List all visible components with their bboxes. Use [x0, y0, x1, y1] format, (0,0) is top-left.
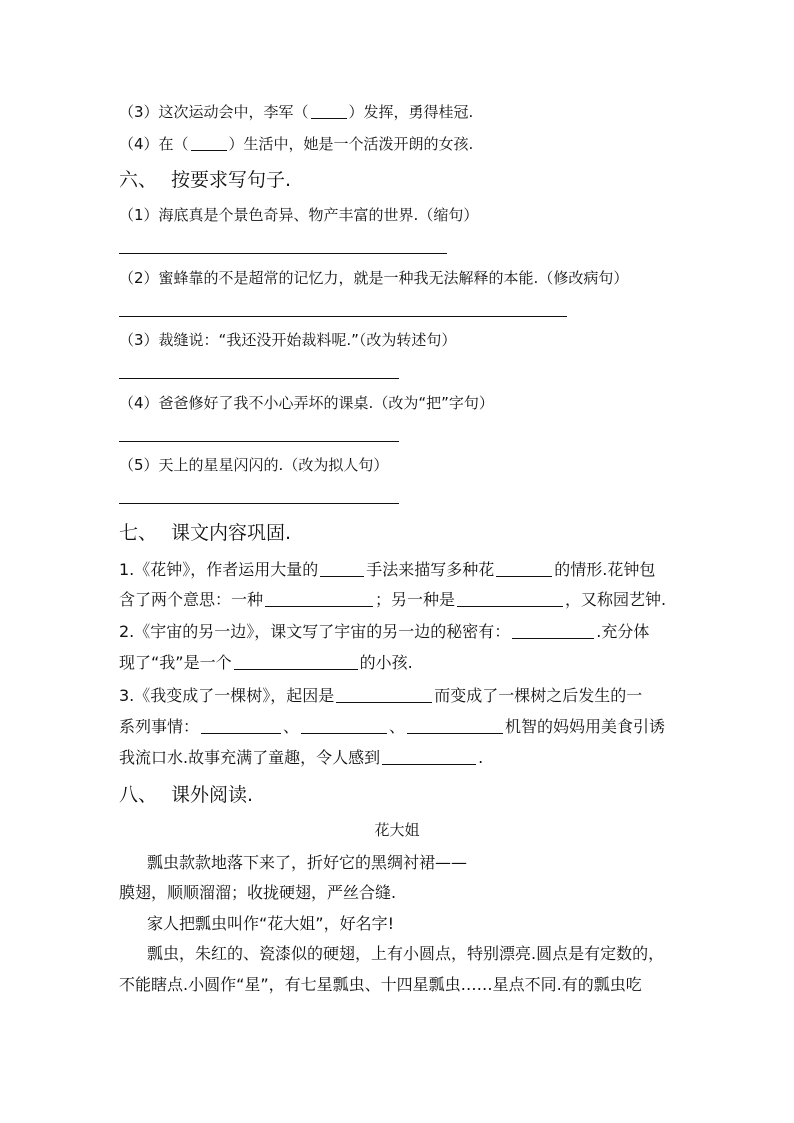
- answer-line[interactable]: [119, 316, 567, 317]
- fill-blank[interactable]: [336, 701, 432, 703]
- review-q2-line1: 2.《宇宙的另一边》，课文写了宇宙的另一边的秘密有： .充分体: [119, 622, 650, 641]
- passage-title: 花大姐: [374, 821, 420, 839]
- passage-line: 瓢虫，朱红的、瓷漆似的硬翅，上有小圆点，特别漂亮.圆点是有定数的，: [147, 944, 665, 963]
- rewrite-item-3: （3）裁缝说：“我还没开始裁料呢.”（改为转述句）: [119, 331, 457, 349]
- answer-line[interactable]: [119, 253, 447, 254]
- fill-blank[interactable]: [382, 763, 476, 765]
- fill-blank[interactable]: [512, 637, 594, 639]
- section-heading-8: 八、 课外阅读.: [119, 784, 254, 806]
- fill-blank[interactable]: [407, 732, 503, 734]
- section-heading-7: 七、 课文内容巩固.: [119, 522, 292, 544]
- fill-blank[interactable]: [496, 575, 552, 577]
- review-q1-line1: 1.《花钟》，作者运用大量的 手法来描写多种花 的情形.花钟包: [119, 560, 656, 579]
- section-heading-6: 六、 按要求写句子.: [119, 169, 292, 191]
- passage-line: 家人把瓢虫叫作“花大姐”，好名字!: [147, 914, 394, 933]
- review-q3-line3: 我流口水.故事充满了童趣，令人感到 .: [119, 748, 484, 767]
- answer-line[interactable]: [119, 503, 399, 504]
- rewrite-item-2: （2）蜜蜂靠的不是超常的记忆力，就是一种我无法解释的本能.（修改病句）: [119, 269, 629, 287]
- answer-line[interactable]: [119, 441, 399, 442]
- fill-blank[interactable]: [457, 605, 563, 607]
- fill-item-3: （3）这次运动会中，李军（ ）发挥，勇得桂冠.: [119, 103, 474, 121]
- rewrite-item-4: （4）爸爸修好了我不小心弄坏的课桌.（改为“把”字句）: [119, 394, 494, 412]
- fill-blank[interactable]: [311, 117, 347, 119]
- fill-item-4: （4）在（ ）生活中，她是一个活泼开朗的女孩.: [119, 135, 474, 153]
- review-q3-line2: 系列事情： 、 、 机智的妈妈用美食引诱: [119, 717, 666, 736]
- answer-line[interactable]: [119, 378, 399, 379]
- fill-blank[interactable]: [191, 149, 227, 151]
- fill-blank[interactable]: [301, 732, 387, 734]
- review-q3-line1: 3.《我变成了一棵树》，起因是 而变成了一棵树之后发生的一: [119, 686, 643, 705]
- rewrite-item-5: （5）天上的星星闪闪的.（改为拟人句）: [119, 456, 389, 474]
- review-q2-line2: 现了“我”是一个 的小孩.: [119, 653, 413, 672]
- review-q1-line2: 含了两个意思：一种 ；另一种是 ，又称园艺钟.: [119, 590, 667, 609]
- rewrite-item-1: （1）海底真是个景色奇异、物产丰富的世界.（缩句）: [119, 206, 479, 224]
- fill-blank[interactable]: [320, 575, 364, 577]
- fill-blank[interactable]: [201, 732, 281, 734]
- passage-line: 瓢虫款款地落下来了，折好它的黑绸衬裙——: [147, 853, 468, 872]
- passage-line: 膜翅，顺顺溜溜；收拢硬翅，严丝合缝.: [119, 883, 397, 902]
- fill-blank[interactable]: [234, 668, 358, 670]
- passage-line: 不能瞎点.小圆作“星”，有七星瓢虫、十四星瓢虫……星点不同.有的瓢虫吃: [119, 975, 642, 994]
- fill-blank[interactable]: [265, 605, 373, 607]
